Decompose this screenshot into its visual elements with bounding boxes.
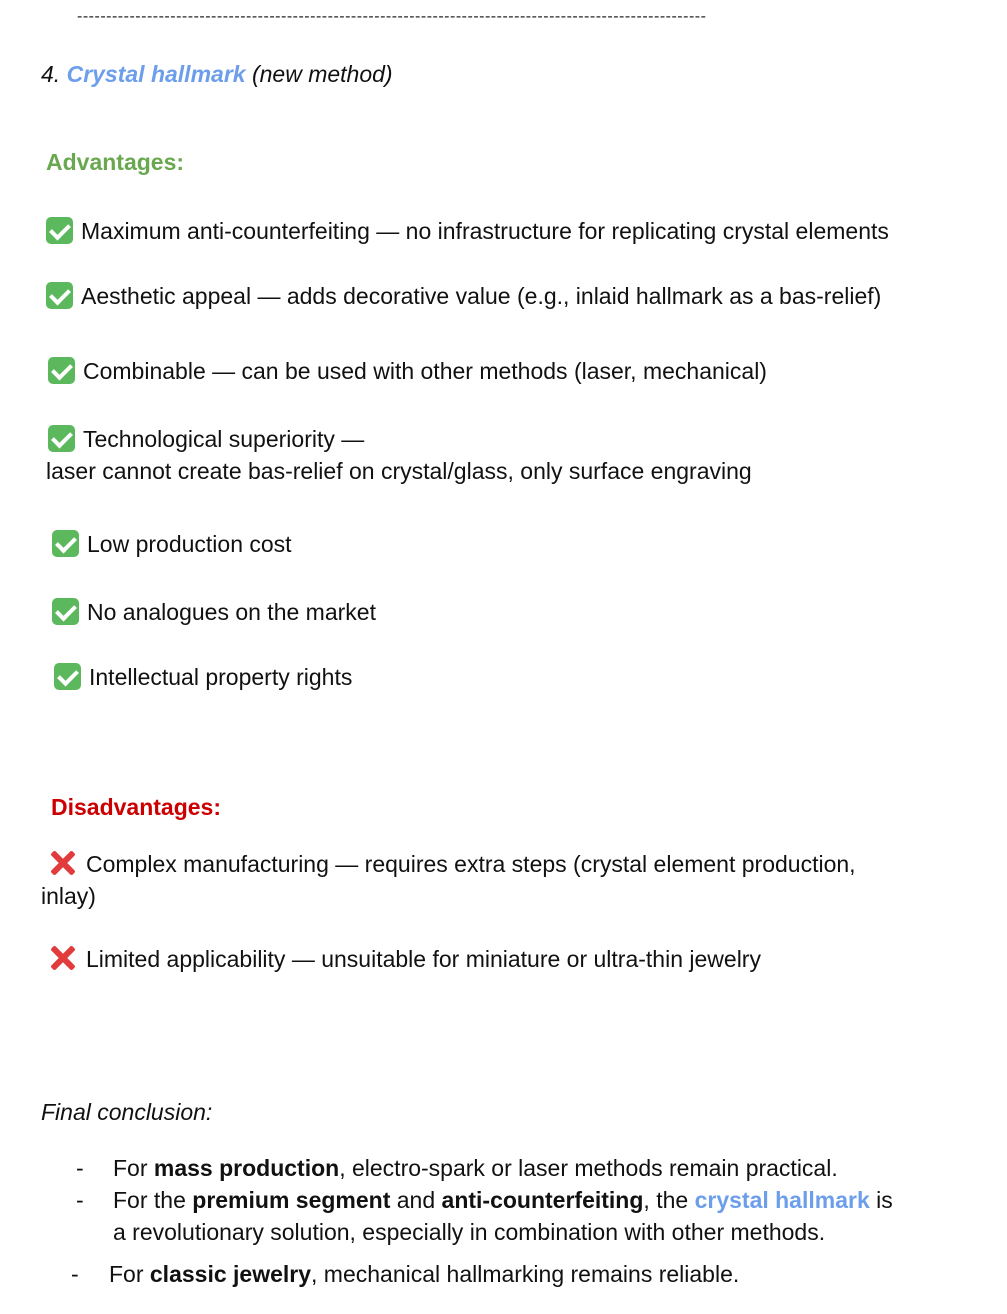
cross-mark-icon — [48, 848, 78, 878]
disadvantage-text-continuation: inlay) — [41, 883, 96, 909]
section-title-highlight: Crystal hallmark — [66, 61, 246, 87]
section-title-rest: (new method) — [251, 61, 393, 87]
advantage-item — [48, 355, 767, 387]
check-mark-icon — [48, 357, 75, 384]
advantage-text: No analogues on the market — [87, 599, 376, 625]
disadvantage-item — [48, 943, 761, 975]
advantage-text-continuation: laser cannot create bas-relief on crystal/glass, only surface engraving — [46, 458, 752, 484]
conclusion-bullet: For classic jewelry, mechanical hallmarking remains reliable. — [109, 1261, 740, 1287]
check-mark-icon — [52, 530, 79, 557]
advantage-item — [52, 528, 292, 560]
advantage-text: Intellectual property rights — [89, 664, 353, 690]
check-mark-icon — [54, 663, 81, 690]
advantage-item — [54, 661, 352, 693]
advantage-text: Aesthetic appeal — adds decorative value (e.g., inlaid hallmark as a bas-relief) — [81, 283, 882, 309]
check-mark-icon — [46, 217, 73, 244]
conclusion-bullet: For the premium segment and anti-counterfeiting, the crystal hallmark is — [113, 1187, 893, 1213]
cross-mark-icon — [48, 943, 78, 973]
advantages-heading: Advantages: — [46, 149, 185, 175]
divider-line: ------------------------------------------------------------------------------------------------------------ — [77, 8, 707, 25]
disadvantages-heading: Disadvantages: — [51, 794, 222, 820]
advantage-text: Maximum anti-counterfeiting — no infrastructure for replicating crystal elements — [81, 218, 889, 244]
disadvantage-text: Limited applicability — unsuitable for miniature or ultra-thin jewelry — [86, 946, 761, 972]
advantage-text: Low production cost — [87, 531, 292, 557]
conclusion-bullet-continuation: a revolutionary solution, especially in combination with other methods. — [113, 1219, 826, 1245]
disadvantage-text: Complex manufacturing — requires extra steps (crystal element production, — [86, 851, 856, 877]
advantage-item — [52, 596, 376, 628]
conclusion-heading: Final conclusion: — [41, 1099, 213, 1125]
bullet-dash: - — [76, 1155, 84, 1181]
advantage-item — [46, 215, 889, 247]
advantage-text: Combinable — can be used with other methods (laser, mechanical) — [83, 358, 767, 384]
advantage-item — [48, 423, 364, 455]
advantage-item — [46, 280, 881, 312]
check-mark-icon — [52, 598, 79, 625]
check-mark-icon — [46, 282, 73, 309]
section-number: 4. — [41, 61, 61, 87]
disadvantage-item — [48, 848, 856, 880]
advantage-text: Technological superiority — — [83, 426, 365, 452]
section-heading — [41, 58, 393, 90]
conclusion-bullet: For mass production, electro-spark or laser methods remain practical. — [113, 1155, 838, 1181]
bullet-dash: - — [76, 1187, 84, 1213]
bullet-dash: - — [71, 1261, 79, 1287]
check-mark-icon — [48, 425, 75, 452]
